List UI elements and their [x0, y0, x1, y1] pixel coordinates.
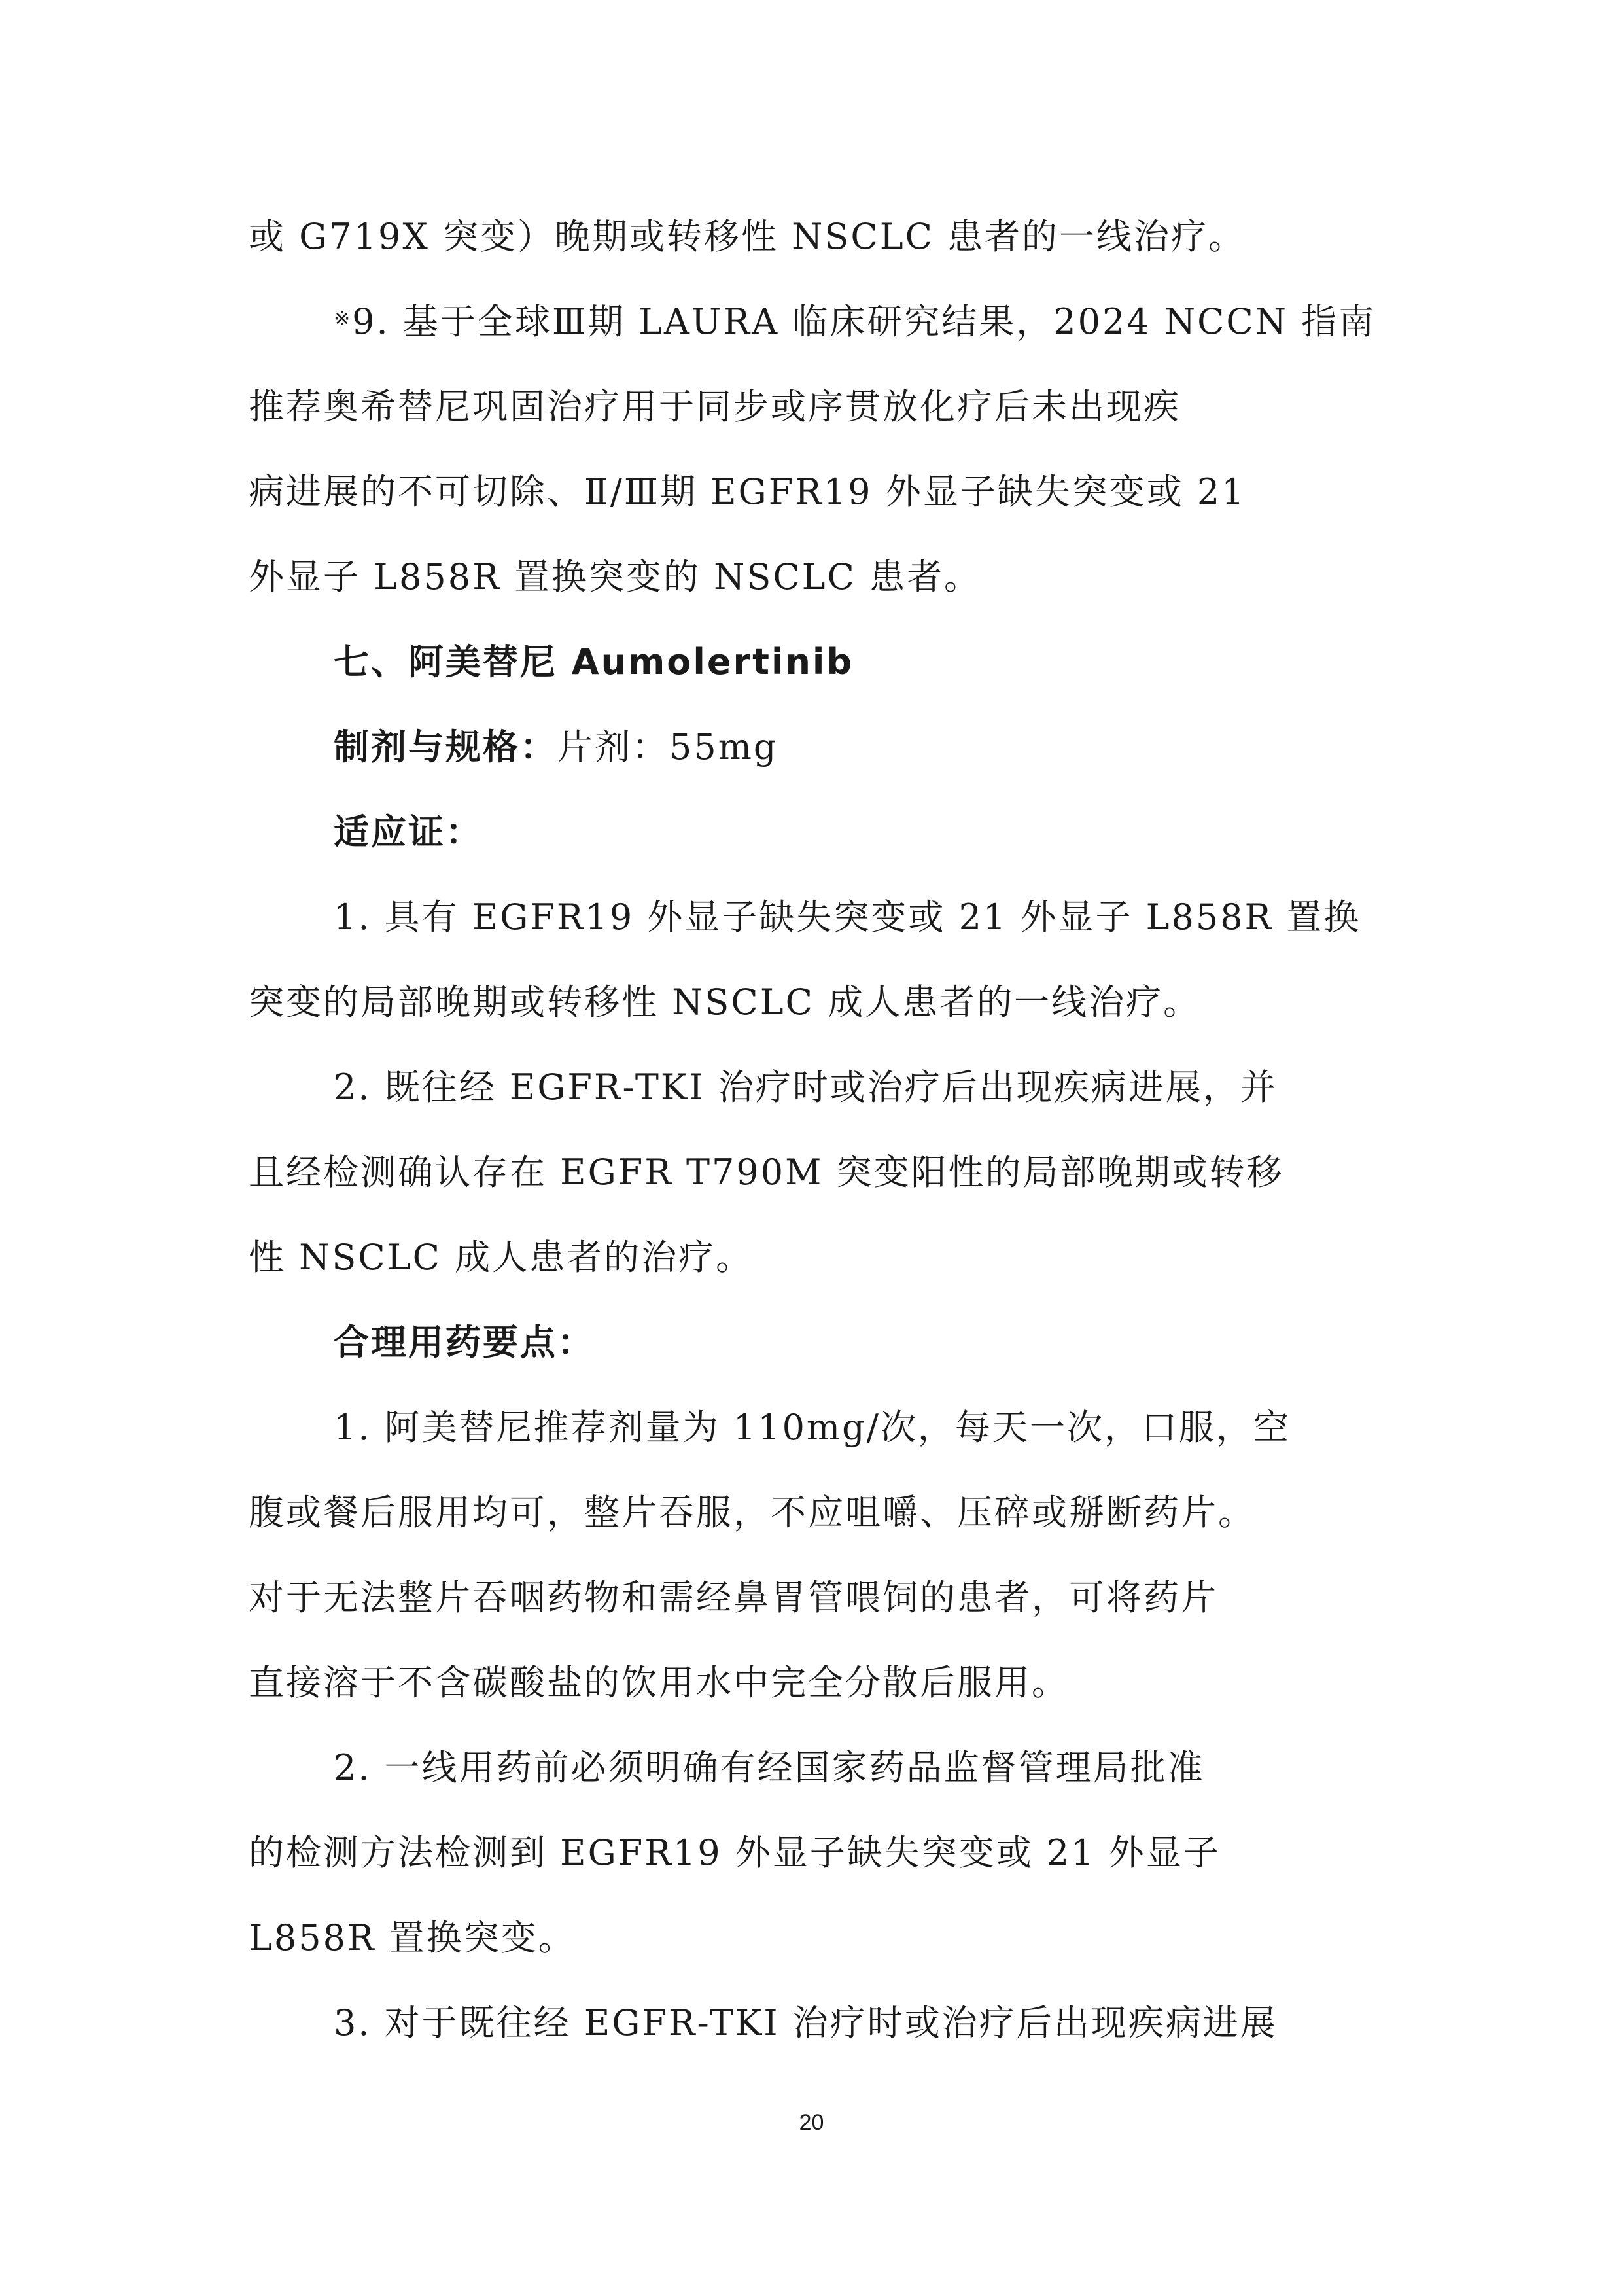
- indication-1-line: 突变的局部晚期或转移性 NSCLC 成人患者的一线治疗。: [249, 981, 1201, 1023]
- usage-point-2-line: L858R 置换突变。: [249, 1917, 576, 1958]
- usage-point-1-line: 腹或餐后服用均可，整片吞服，不应咀嚼、压碎或掰断药片。: [249, 1492, 1255, 1533]
- indication-2-line: 且经检测确认存在 EGFR T790M 突变阳性的局部晚期或转移: [249, 1152, 1284, 1193]
- note-9-line: 病进展的不可切除、Ⅱ/Ⅲ期 EGFR19 外显子缺失突变或 21: [249, 471, 1246, 512]
- indication-1-line: 1. 具有 EGFR19 外显子缺失突变或 21 外显子 L858R 置换: [334, 896, 1361, 938]
- usage-point-2-line: 的检测方法检测到 EGFR19 外显子缺失突变或 21 外显子: [249, 1832, 1221, 1873]
- note-9-line: [334, 301, 1376, 343]
- formulation-label: 制剂与规格：: [334, 726, 557, 768]
- reference-marker: ※: [334, 308, 353, 330]
- usage-point-1-line: 直接溶于不含碳酸盐的饮用水中完全分散后服用。: [249, 1662, 1069, 1703]
- page-number: 20: [799, 2110, 824, 2135]
- formulation-line: [334, 726, 778, 768]
- formulation-value: 片剂：55mg: [557, 726, 778, 768]
- indication-2-line: 性 NSCLC 成人患者的治疗。: [249, 1237, 754, 1278]
- usage-points-heading: 合理用药要点：: [334, 1322, 595, 1363]
- usage-point-3-line: 3. 对于既往经 EGFR-TKI 治疗时或治疗后出现疾病进展: [334, 2002, 1278, 2043]
- note-9-line: 外显子 L858R 置换突变的 NSCLC 患者。: [249, 556, 981, 597]
- note-9-line: 推荐奥希替尼巩固治疗用于同步或序贯放化疗后未出现疾: [249, 386, 1181, 427]
- usage-point-1-line: 1. 阿美替尼推荐剂量为 110mg/次，每天一次，口服，空: [334, 1407, 1291, 1448]
- drug-heading: 七、阿美替尼 Aumolertinib: [334, 641, 854, 682]
- indications-heading: 适应证：: [334, 811, 483, 853]
- usage-point-2-line: 2. 一线用药前必须明确有经国家药品监督管理局批准: [334, 1747, 1205, 1788]
- usage-point-1-line: 对于无法整片吞咽药物和需经鼻胃管喂饲的患者，可将药片: [249, 1577, 1218, 1618]
- continued-text-line: 或 G719X 突变）晚期或转移性 NSCLC 患者的一线治疗。: [249, 216, 1246, 257]
- indication-2-line: 2. 既往经 EGFR-TKI 治疗时或治疗后出现疾病进展，并: [334, 1067, 1278, 1108]
- note-9-text: 9. 基于全球Ⅲ期 LAURA 临床研究结果，2024 NCCN 指南: [352, 301, 1376, 342]
